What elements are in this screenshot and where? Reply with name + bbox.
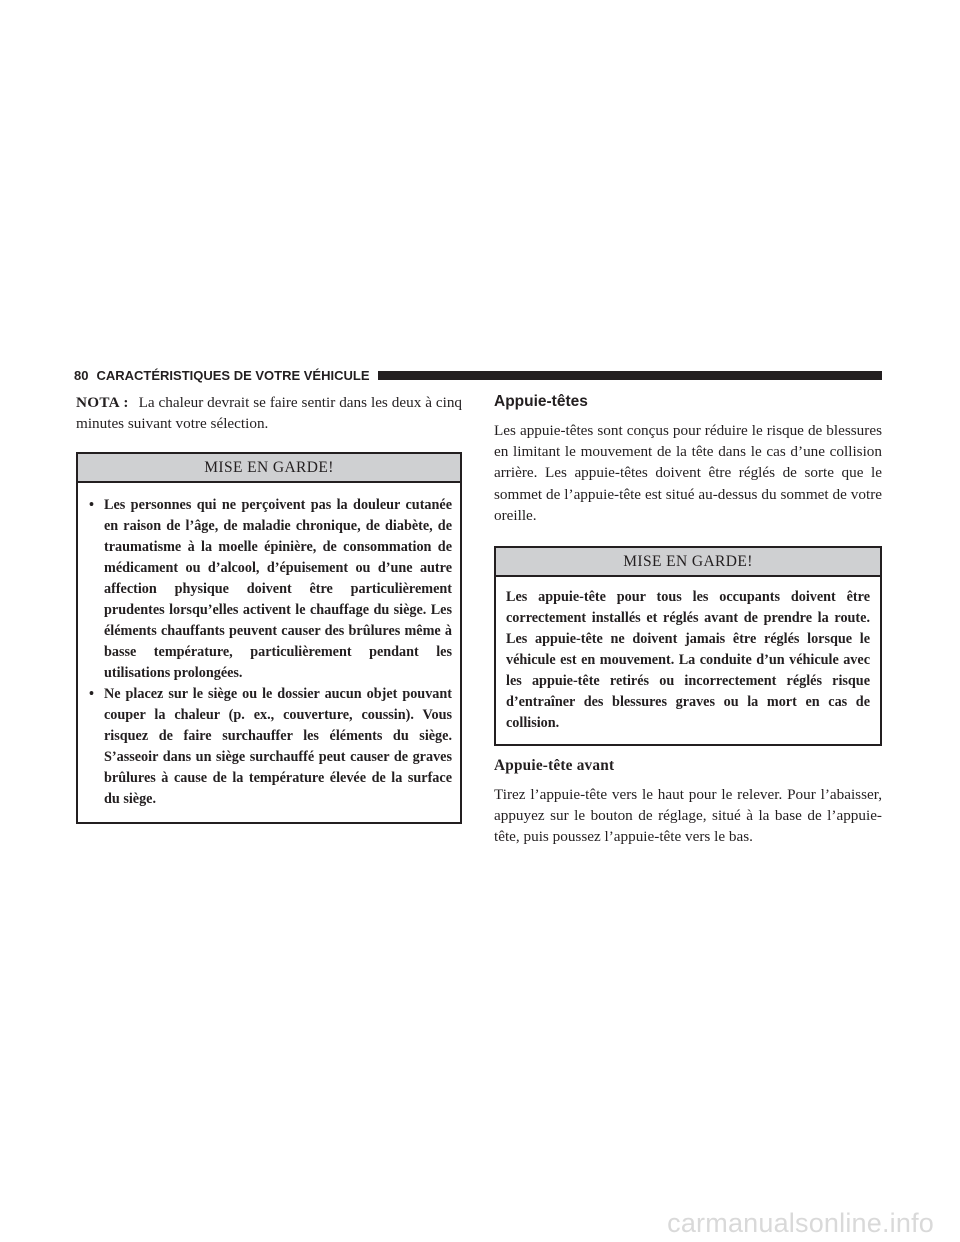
warning-title: MISE EN GARDE! (496, 548, 880, 577)
warning-item: • Les personnes qui ne perçoivent pas la douleur cutanée en raison de l’âge, de maladie chronique, de diabète, de traumatisme à la moelle épinière, de consommation de médicament ou d’alcool, d’épuisement ou d’une autre affection physique doivent être particulièrement prudentes lorsqu’elles activent le chauffage du siège. Les éléments chauffants peuvent causer des brûlures même à basse température, particulièrement pendant les utilisations prolongées. (82, 495, 452, 684)
subsection-paragraph: Tirez l’appuie-tête vers le haut pour le relever. Pour l’abaisser, appuyez sur le bouton de réglage, situé à la base de l’appuie-tête, puis poussez l’appuie-tête vers le bas. (494, 786, 882, 846)
page-header (74, 366, 882, 384)
section-heading: Appuie-têtes (494, 393, 588, 410)
subsection-heading: Appuie-tête avant (494, 757, 615, 775)
nota-label: NOTA : (76, 394, 129, 411)
right-column (494, 392, 882, 848)
warning-title: MISE EN GARDE! (78, 454, 460, 483)
warning-text: Les appuie-tête pour tous les occupants doivent être correctement installés et réglés avant de prendre la route. Les appuie-tête ne doivent jamais être réglés lorsque le véhicule est en mouvement. La conduite d’un véhicule avec les appuie-tête retirés ou incorrectement réglés risque d’entraîner des blessures graves ou la mort en cas de collision. (506, 589, 870, 732)
section-title: CARACTÉRISTIQUES DE VOTRE VÉHICULE (96, 367, 370, 383)
warning-list (82, 495, 452, 810)
head-restraint-warning-box (494, 546, 882, 746)
nota-paragraph (76, 392, 462, 434)
heated-seat-warning-box (76, 452, 462, 824)
warning-item: • Ne placez sur le siège ou le dossier aucun objet pouvant couper la chaleur (p. ex., couverture, coussin). Vous risquez de faire surchauffer les éléments du siège. S’asseoir dans un siège surchauffé peut causer de graves brûlures à cause de la température élevée de la surface du siège. (82, 684, 452, 810)
header-rule (378, 371, 883, 380)
nota-text: La chaleur devrait se faire sentir dans les deux à cinq minutes suivant votre sélection. (76, 394, 463, 433)
page-number: 80 (74, 367, 89, 383)
watermark: carmanualsonline.info (667, 1208, 934, 1238)
intro-paragraph: Les appuie-têtes sont conçus pour réduire le risque de blessures en limitant le mouvement de la tête dans le cas d’une collision arrière. Les appuie-têtes doivent être réglés de sorte que le sommet de l’appuie-tête est situé au-dessus du sommet de votre oreille. (494, 422, 882, 524)
left-column (76, 392, 462, 824)
